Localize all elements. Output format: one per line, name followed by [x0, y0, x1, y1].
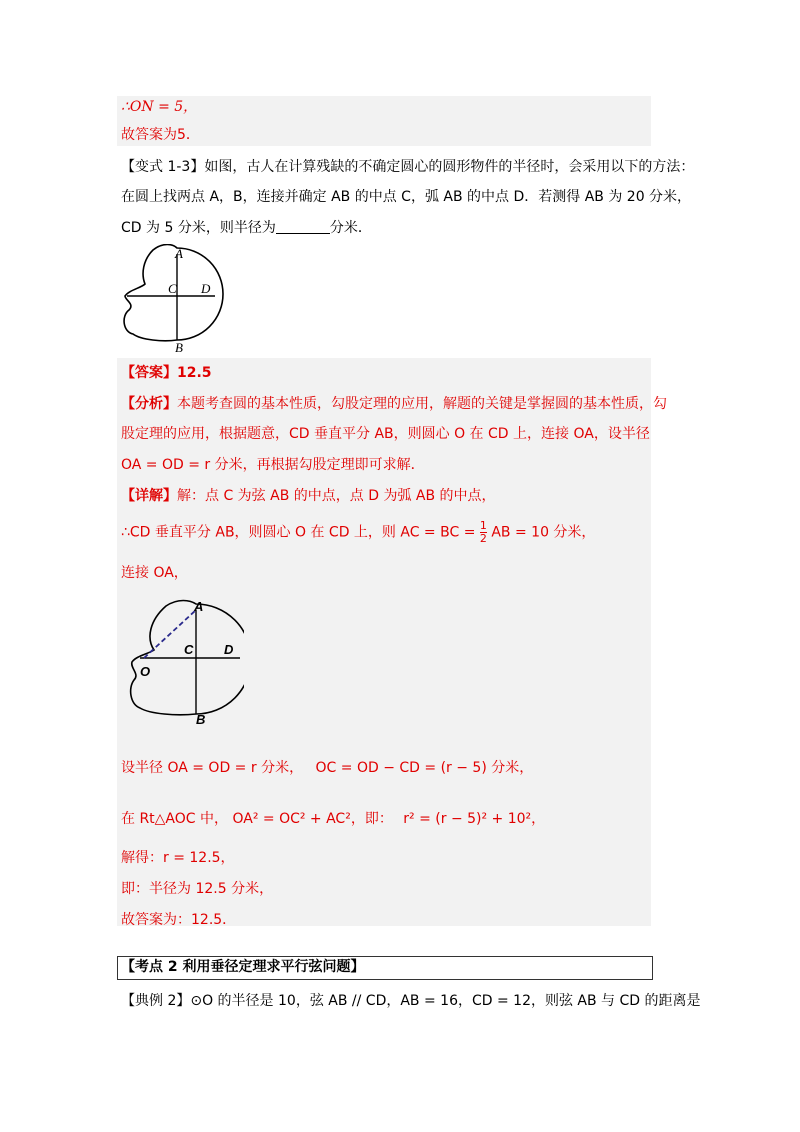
answer-value: 12.5 [177, 365, 212, 381]
solution-text-1b: OC = OD − CD = (r − 5) 分米， [315, 760, 534, 776]
solution-text-2b: OA² = OC² + AC²，即： [232, 811, 393, 827]
figure-broken-circle [115, 244, 225, 356]
answer-tag: 【答案】 [121, 365, 177, 381]
solution-line-3: 解得：r = 12.5， [121, 850, 235, 866]
fig1-label-d: D [201, 281, 211, 296]
frac-den: 2 [479, 532, 487, 545]
problem-tag: 【变式 1-3】 [121, 159, 205, 175]
problem-text-3b: 分米． [329, 220, 372, 236]
problem-text-1: 如图，古人在计算残缺的不确定圆心的圆形物件的半径时，会采用以下的方法： [204, 159, 695, 175]
solution-line-1 [121, 757, 533, 779]
detail-line-3: 连接 OA， [121, 565, 188, 581]
answer-blank [276, 219, 330, 234]
solution-text-2c: r² = (r − 5)² + 10²， [403, 811, 546, 827]
analysis-line-3: OA = OD = r 分米，再根据勾股定理即可求解． [121, 457, 425, 473]
fig1-label-c: C [168, 281, 177, 296]
frac-num: 1 [479, 519, 487, 532]
prev-conclusion: ∴ON = 5， [121, 99, 198, 115]
analysis-line-1 [121, 393, 667, 415]
solution-line-5: 故答案为：12.5． [121, 912, 237, 928]
fig2-label-o: O [140, 664, 151, 679]
analysis-line-2: 股定理的应用，根据题意，CD 垂直平分 AB，则圆心 O 在 CD 上，连接 OA，设半径 [121, 426, 650, 442]
detail-text-1: 解：点 C 为弦 AB 的中点，点 D 为弧 AB 的中点， [177, 488, 496, 504]
detail-line-1 [121, 485, 496, 507]
analysis-text-1: 本题考查圆的基本性质，勾股定理的应用，解题的关键是掌握圆的基本性质，勾 [177, 396, 667, 412]
fig1-label-b: B [175, 340, 183, 355]
problem-text-3a: CD 为 5 分米，则半径为 [121, 220, 276, 236]
fig2-label-d: D [224, 642, 234, 657]
problem-line-1 [121, 156, 694, 178]
fraction-half [480, 520, 487, 545]
fig1-label-a: A [175, 246, 183, 261]
detail-text-2b: AB = 10 分米， [491, 524, 596, 541]
problem-line-3 [121, 217, 372, 239]
analysis-tag: 【分析】 [121, 396, 177, 412]
fig2-label-c: C [184, 642, 194, 657]
example-line: 【典例 2】⊙O 的半径是 10，弦 AB // CD，AB = 16，CD = 12，则弦 AB 与 CD 的距离是 [121, 993, 701, 1009]
fig2-label-a: A [194, 599, 204, 614]
solution-text-1a: 设半径 OA = OD = r 分米， [121, 760, 304, 776]
solution-text-2a: 在 Rt△AOC 中， [121, 811, 229, 827]
fig2-label-b: B [196, 712, 206, 726]
solution-line-2 [121, 808, 545, 830]
answer-line [121, 362, 212, 384]
topic-heading: 【考点 2 利用垂径定理求平行弦问题】 [121, 959, 365, 975]
figure-broken-circle-with-center [124, 596, 244, 726]
detail-text-2a: ∴CD 垂直平分 AB，则圆心 O 在 CD 上，则 AC = BC = [121, 524, 476, 541]
prev-answer: 故答案为5． [121, 127, 200, 143]
problem-line-2: 在圆上找两点 A，B，连接并确定 AB 的中点 C，弧 AB 的中点 D．若测得 AB 为 20 分米， [121, 189, 692, 205]
detail-line-2 [121, 520, 595, 545]
detail-tag: 【详解】 [121, 488, 177, 504]
solution-line-4: 即：半径为 12.5 分米， [121, 881, 274, 897]
